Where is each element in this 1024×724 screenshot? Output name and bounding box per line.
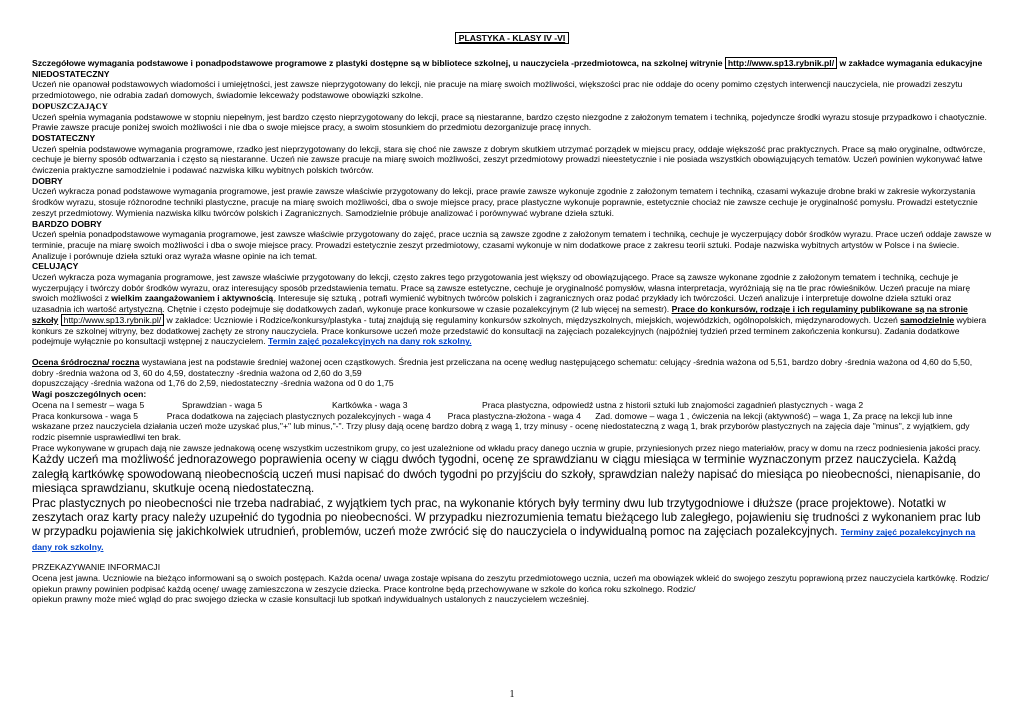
spacer (32, 554, 992, 562)
poprawianie-termin-link[interactable]: Terminy zajęć pozalekcyjnych na dany rok szkolny. (32, 527, 976, 552)
grade-text-niedostateczny: Uczeń nie opanował podstawowych wiadomości i umiejętności, jest zawsze nieprzygotowany do lekcji, nie pracuje na miarę swoich możliwości, większości prac nie oddaje do oceny pomimo częstych interwencji nauczyciela, nie prowadzi zeszytu przedmiotowego, nie odrabia zadań domowych, świadomie lekceważy podstawowe obowiązki szkolne. (32, 79, 963, 101)
grade-text-bardzo-dobry: Uczeń spełnia ponadpodstawowe wymagania programowe, jest zawsze właściwie przygotowany do zajęć, prace ucznia są zawsze zgodne z założonym tematem i techniką, cechuje je wyczerpujący dobór środków wyrazu. Prace uczeń oddaje zawsze w terminie, pracuje na miarę swoich możliwości i dba o swoje miejsce pracy. Prowadzi estetycznie zeszyt przedmiotowy, czasami wykonuje w nim dodatkowe prace z zakresu teorii sztuki. Podaje nazwiska wybitnych artystów w Polsce i na świecie. Analizuje i porównuje dzieła sztuki oraz wyraża własne opinie na ich temat. (32, 229, 992, 261)
celujacy-text-1: Uczeń wykracza poza wymagania programowe, jest zawsze właściwie przygotowany do lekcji, często zakres tego przygotowania jest większy od obowiązującego. Prace są zawsze wykonane zgodnie z założonym tematem i techniką, cechuje je wyczerpujący i twórczy dobór środków wyrazu, oraz interesujący sposób przedstawienia tematu. Prace są zawsze estetyczne, cechuje je oryginalność pomysłów, własna interpretacja, wyróżniają się na tle prac rówieśników. Uczeń pracuje na miarę swoich możliwości z (32, 272, 971, 304)
poprawianie-text-2: Prac plastycznych po nieobecności nie trzeba nadrabiać, z wyjątkiem tych prac, na wykonanie których były terminy dwu lub trzytygodniowe i dłuższe (prace projektowe). Notatki w zeszytach oraz karty pracy należy uzupełnić do tygodnia po nieobecności. W przypadku niezrozumienia tematu bieżącego lub zaległego, pojawieniu się trudności z wykonaniem prac lub w przypadku pojawienia się jakichkolwiek utrudnień, problemów, uczeń może zwrócić się do nauczyciela o indywidualną pomoc na zajęciach pozalekcyjnych. (32, 496, 981, 539)
intro-paragraph (32, 58, 992, 69)
ocena-srodroczna-label: Ocena śródroczna/ roczna (32, 356, 140, 367)
intro-text-after: w zakładce wymagania edukacyjne (839, 58, 983, 68)
grade-heading-dostateczny: DOSTATECZNY (32, 132, 96, 143)
wagi-row-2-cell: Praca plastyczna-złożona - waga 4 (447, 410, 581, 421)
ocena-srodroczna-line1: wystawiana jest na podstawie średniej ważonej ocen cząstkowych. Średnia jest przeliczana na ocenę według następującego schematu: celujący -średnia ważona od 5,51, bardzo dobry -średnia ważona od 4,60 do 5,50, dobry -średnia ważona od 3, 60 do 4,59, dostateczny -średnia ważona od 2,60 do 3,59 (32, 356, 973, 378)
celujacy-text-2: . Interesuje się sztuką , potrafi wymienić wybitnych twórców polskich i zagranicznych oraz podać przykłady ich twórczości. Uczeń analizuje i interpretuje dowolne dzieła sztuki oraz uzasadnia ich wartość artystyczną. Chętnie i często podejmuje się dodatkowych zadań, wykonuje prace konkursowe w czasie pozalekcyjnym (2 lub więcej na semestr). (32, 293, 952, 315)
grade-heading-niedostateczny: NIEDOSTATECZNY (32, 68, 110, 79)
celujacy-bold-2: Prace do konkursów, rodzaje i ich regulaminy publikowane są na stronie szkoły (32, 304, 968, 325)
page-number: 1 (509, 689, 515, 700)
grade-text-dopuszczajacy: Uczeń spełnia wymagania podstawowe w stopniu niepełnym, jest bardzo często nieprzygotowany do lekcji, prace są niestaranne, bardzo często niezgodne z założonym tematem i techniką, pojedyncze środki wyrazu stosuje przypadkowo i chaotycznie. Prawie zawsze pracuje poniżej swoich możliwości i nie dba o swoje miejsce pracy, a swoim stosunkiem do przedmiotu dezorganizuje pracę innych. (32, 111, 987, 133)
grade-heading-bardzo-dobry: BARDZO DOBRY (32, 218, 102, 229)
wagi-row-2-cell: Praca dodatkowa na zajęciach plastycznych pozalekcyjnych - waga 4 (166, 410, 431, 421)
grade-heading-celujacy: CELUJĄCY (32, 261, 79, 272)
grade-text-celujacy (32, 272, 992, 347)
celujacy-text-4: wybiera konkurs ze szkolnej witryny, bez dodatkowej zachęty ze strony nauczyciela. Prace konkursowe uczeń może przedstawić do konsultacji na zajęciach pozalekcyjnych (najpóźniej tydzień przed terminem zakończenia konkursu). Zadania dodatkowe podejmuje wyłącznie po konsultacji wstępnej z nauczycielem. (32, 314, 987, 347)
ocena-srodroczna-paragraph (32, 357, 992, 378)
wagi-row-2-cell: Praca konkursowa - waga 5 (32, 410, 139, 421)
grade-heading-dopuszczajacy: DOPUSZCZAJĄCY (32, 100, 108, 111)
celujacy-url-link[interactable]: http://www.sp13.rybnik.pl/ (61, 314, 164, 326)
przekazywanie-text: Ocena jest jawna. Uczniowie na bieżąco informowani są o swoich postępach. Każda ocena/ uwaga zostaje wpisana do zeszytu przedmiotowego ucznia, uczeń ma obowiązek wkleić do swojego zeszytu poprawioną przez nauczyciela kartkówkę. Rodzic/ opiekun prawny powinien podpisać każdą ocenę/ uwagę zamieszczona w zeszycie dziecka. Prace kontrolne będą przechowywane w szkole do końca roku szkolnego. Rodzic/ (32, 572, 989, 594)
celujacy-text-3: w zakładce: Uczniowie i Rodzice/konkursy/plastyka - tutaj znajdują się regulaminy konkursów szkolnych, międzyszkolnych, miejskich, wojewódzkich, ogólnopolskich, międzynarodowych. Uczeń (166, 314, 898, 325)
wagi-group-text: Prace wykonywane w grupach dają nie zawsze jednakową ocenę wszystkim uczestnikom grupy, co jest uzależnione od wkładu pracy danego ucznia w grupie, przyniesionych przez niego materiałów, pracy w domu na rzecz podniesienia jakości pracy. (32, 442, 981, 453)
title-wrap (32, 32, 992, 44)
spacer (32, 347, 992, 357)
intro-text-before: Szczegółowe wymagania podstawowe i ponadpodstawowe programowe z plastyki dostępne są w bibliotece szkolnej, u nauczyciela -przedmiotowca, na szkolnej witrynie (32, 58, 723, 68)
celujacy-termin-link[interactable]: Termin zajęć pozalekcyjnych na dany rok szkolny. (267, 336, 472, 347)
grade-heading-dobry: DOBRY (32, 175, 63, 186)
przekazywanie-heading: PRZEKAZYWANIE INFORMACJI (32, 562, 161, 573)
wagi-row-1 (32, 400, 992, 411)
celujacy-bold-3: samodzielnie (900, 314, 955, 325)
wagi-row-1-cell: Kartkówka - waga 3 (332, 399, 408, 410)
grade-text-dobry: Uczeń wykracza ponad podstawowe wymagania programowe, jest prawie zawsze właściwie przygotowany do lekcji, prace prawie zawsze wykonuje zgodnie z założonym tematem i techniką, czasami wykazuje drobne braki w zakresie wykorzystania środków wyrazu, stosuje różnorodne techniki plastyczne, pracuje na miarę swoich możliwości, dba o swoje miejsce pracy, prace plastyczne wykonuje poprawnie, estetycznie chociaż nie zawsze cechuje je oryginalność pomysłu. Prowadzi estetycznie zeszyt przedmiotowy. Wymienia nazwiska kilku twórców polskich i Zagranicznych. Samodzielnie próbuje analizować i porównywać wybrane dzieła sztuki. (32, 186, 978, 218)
celujacy-bold-1: wielkim zaangażowaniem i aktywnością (111, 293, 274, 304)
poprawianie-paragraph-2 (32, 497, 992, 555)
wagi-row-2 (32, 411, 992, 443)
wagi-row-1-cell: Ocena na I semestr – waga 5 (32, 399, 145, 410)
ocena-srodroczna-line2: dopuszczający -średnia ważona od 1,76 do 2,59, niedostateczny -średnia ważona od 0 do 1,75 (32, 378, 394, 389)
wagi-heading: Wagi poszczególnych ocen: (32, 389, 147, 400)
wagi-row-1-cell: Sprawdzian - waga 5 (182, 399, 263, 410)
poprawianie-text: Każdy uczeń ma możliwość jednorazowego poprawienia oceny w ciągu dwóch tygodni, ocenę ze sprawdzianu w ciągu miesiąca w terminie wyznaczonym przez nauczyciela. Każdą zaległą kartkówkę spowodowaną nieobecnością uczeń musi napisać do dwóch tygodni po przyjściu do szkoły, sprawdzian należy napisać do miesiąca po nieobecności, nienapisanie, do miesiąca sprawdzianu, skutkuje oceną niedostateczną. (32, 453, 981, 496)
page-title: PLASTYKA - KLASY IV -VI (455, 32, 569, 44)
wagi-row-1-cell: Praca plastyczna, odpowiedź ustna z historii sztuki lub znajomości zagadnień plastycznych - waga 2 (482, 399, 864, 410)
grade-text-dostateczny: Uczeń spełnia podstawowe wymagania programowe, rzadko jest nieprzygotowany do lekcji, stara się choć nie zawsze z dobrym skutkiem utrzymać porządek w miejscu pracy, oddaje większość prac praktycznych. Prace są mało oryginalne, odtwórcze, cechuje je bierny sposób odtwarzania i często są niestaranne. Uczeń nie zawsze pracuje na miarę swoich możliwości, zeszyt przedmiotowy prowadzi nieestetycznie i nie posiada wszystkich obowiązujących tematów. Uczeń powinien wykonywać łatwe ćwiczenia praktyczne samodzielnie i podawać nazwiska kilku wybitnych polskich twórców. (32, 143, 986, 176)
wagi-row-2-cell: Zad. domowe – waga 1 , ćwiczenia na lekcji (aktywność) – waga 1, Za pracę na lekcji lub inne wskazane przez nauczyciela działania uczeń może uzyskać plus,"+" lub minus,"-". Trzy plusy dają ocenę bardzo dobrą z wagą 1, trzy minusy - ocenę niedostateczną z wagą 1, brak przyborów plastycznych na zajęcia daje "minus", z wyjątkiem, gdy rodzic pisemnie usprawiedliwi ten brak. (32, 410, 970, 442)
przekazywanie-text-2: opiekun prawny może mieć wgląd do prac swojego dziecka w czasie konsultacji lub spotkań indywidualnych ustalonych z nauczycielem wcześniej. (32, 594, 589, 605)
intro-url-link[interactable]: http://www.sp13.rybnik.pl/ (725, 57, 837, 69)
